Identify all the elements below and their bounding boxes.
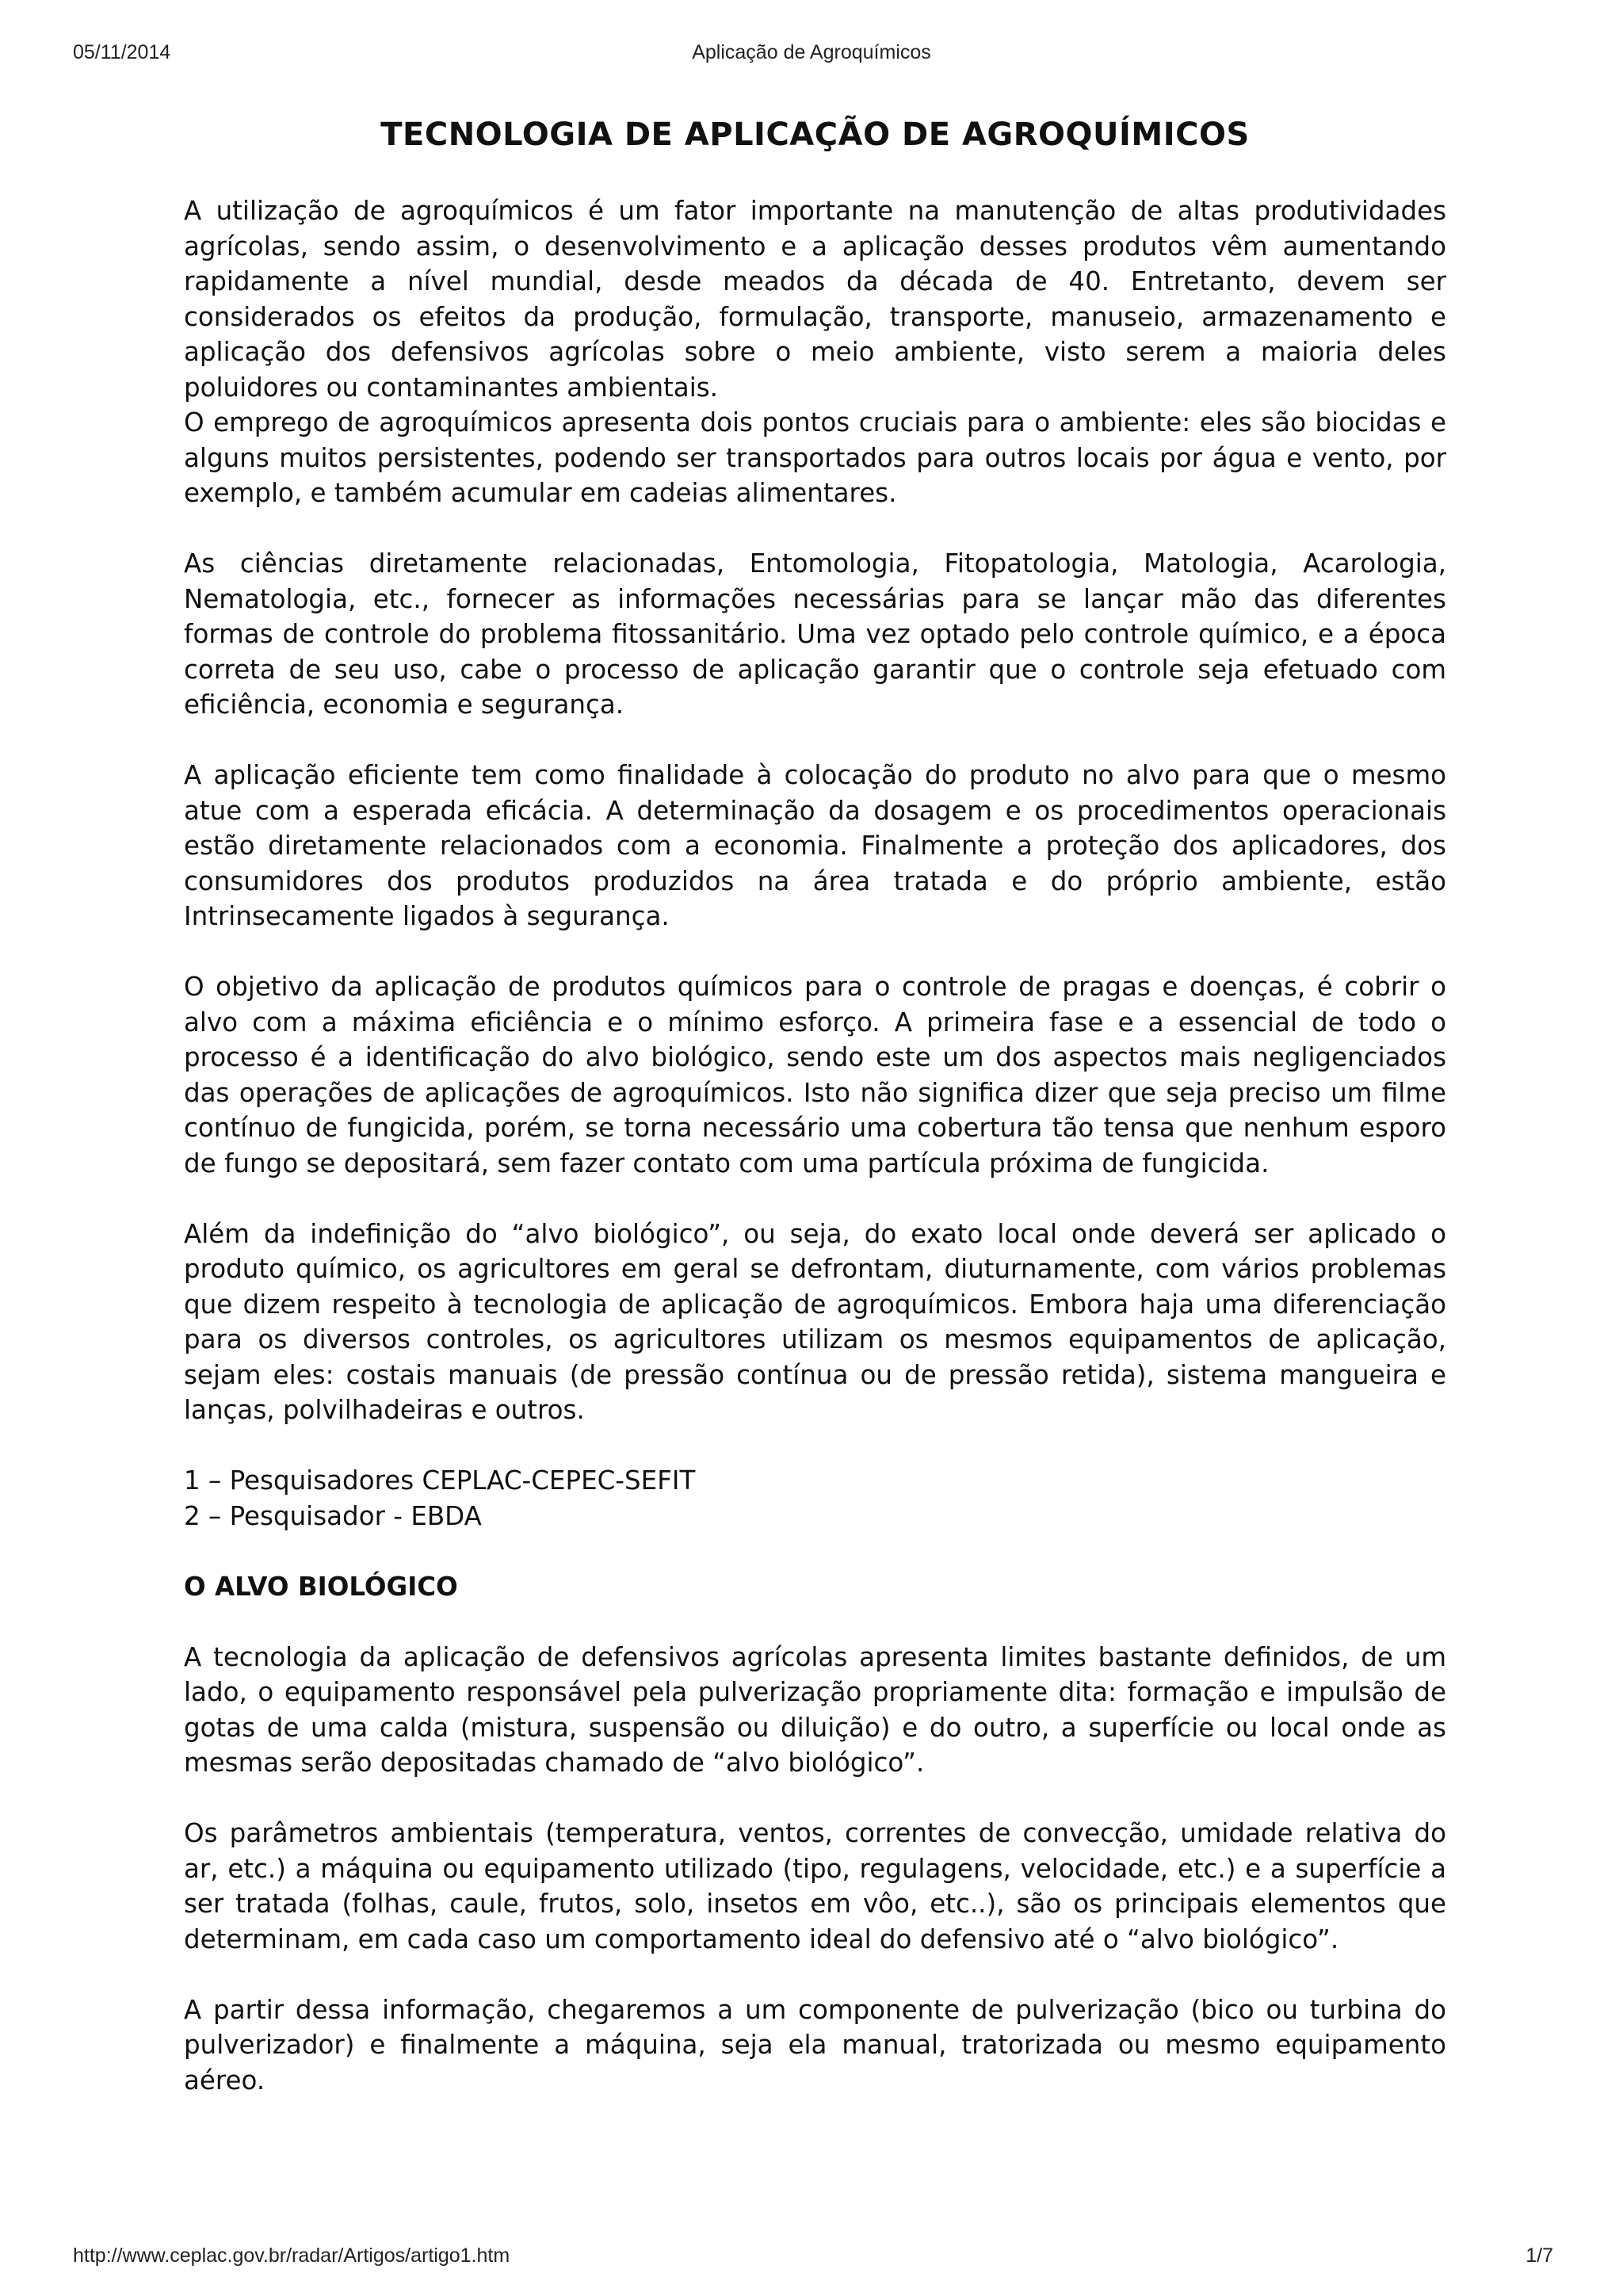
- section-paragraph-parameters: Os parâmetros ambientais (temperatura, ventos, correntes de convecção, umidade relativa do ar, etc.) a máquina ou equipamento utilizado (tipo, regulagens, velocidade, etc.) e a superfície a ser tratada (folhas, caule, frutos, solo, insetos em vôo, etc..), são os principais elementos que determinam, em cada caso um comportamento ideal do defensivo até o “alvo biológico”.: [184, 1818, 1446, 1954]
- paragraph-efficient-application: A aplicação eficiente tem como finalidade à colocação do produto no alvo para que o mesmo atue com a esperada eficácia. A determinação da dosagem e os procedimentos operacionais estão diretamente relacionados com a economia. Finalmente a proteção dos aplicadores, dos consumidores dos produtos produzidos na área tratada e do próprio ambiente, estão Intrinsecamente ligados à segurança.: [184, 760, 1446, 931]
- section-title: O ALVO BIOLÓGICO: [184, 1571, 458, 1602]
- section-paragraph-technology: A tecnologia da aplicação de defensivos agrícolas apresenta limites bastante definidos, de um lado, o equipamento responsável pela pulverização propriamente dita: formação e impulsão de gotas de uma calda (mistura, suspensão ou diluição) e do outro, a superfície ou local onde as mesmas serão depositadas chamado de “alvo biológico”.: [184, 1641, 1446, 1778]
- paragraph-biological-target: Além da indefinição do “alvo biológico”, ou seja, do exato local onde deverá ser aplicado o produto químico, os agricultores em geral se defrontam, diuturnamente, com vários problemas que dizem respeito à tecnologia de aplicação de agroquímicos. Embora haja uma diferenciação para os diversos controles, os agricultores utilizam os mesmos equipamentos de aplicação, sejam eles: costais manuais (de pressão contínua ou de pressão retida), sistema mangueira e lanças, polvilhadeiras e outros.: [184, 1218, 1446, 1425]
- page-number: 1/7: [1526, 2244, 1553, 2267]
- paragraph-intro: A utilização de agroquímicos é um fator importante na manutenção de altas produtividades agrícolas, sendo assim, o desenvolvimento e a aplicação desses produtos vêm aumentando rapidamente a nível mundial, desde meados da década de 40. Entretanto, devem ser considerados os efeitos da produção, formulação, transporte, manuseio, armazenamento e aplicação dos defensivos agrícolas sobre o meio ambiente, visto serem a maioria deles poluidores ou contaminantes ambientais.: [184, 196, 1446, 403]
- paragraph-sciences: As ciências diretamente relacionadas, Entomologia, Fitopatologia, Matologia, Acarologia, Nematologia, etc., fornecer as informações necessárias para se lançar mão das diferentes formas de controle do problema fitossanitário. Uma vez optado pelo controle químico, e a época correta de seu uso, cabe o processo de aplicação garantir que o controle seja efetuado com eficiência, economia e segurança.: [184, 548, 1446, 720]
- footnote-1: 1 – Pesquisadores CEPLAC-CEPEC-SEFIT: [184, 1465, 696, 1496]
- print-date: 05/11/2014: [73, 41, 171, 63]
- section-paragraph-component: A partir dessa informação, chegaremos a um componente de pulverização (bico ou turbina do pulverizador) e finalmente a máquina, seja ela manual, tratorizada ou mesmo equipamento aéreo.: [184, 1994, 1446, 2095]
- document-body: [184, 111, 1446, 2098]
- footnotes: [184, 1463, 1446, 1534]
- print-header: [0, 41, 1623, 68]
- document-title: TECNOLOGIA DE APLICAÇÃO DE AGROQUÍMICOS: [380, 117, 1250, 153]
- paragraph-crucial-points: O emprego de agroquímicos apresenta dois pontos cruciais para o ambiente: eles são biocidas e alguns muitos persistentes, podendo ser transportados para outros locais por água e vento, por exemplo, e também acumular em cadeias alimentares.: [184, 407, 1446, 508]
- page-url-link[interactable]: http://www.ceplac.gov.br/radar/Artigos/artigo1.htm: [73, 2244, 510, 2267]
- paragraph-objective: O objetivo da aplicação de produtos químicos para o controle de pragas e doenças, é cobrir o alvo com a máxima eficiência e o mínimo esforço. A primeira fase e a essencial de todo o processo é a identificação do alvo biológico, sendo este um dos aspectos mais negligenciados das operações de aplicações de agroquímicos. Isto não significa dizer que seja preciso um filme contínuo de fungicida, porém, se torna necessário uma cobertura tão tensa que nenhum esporo de fungo se depositará, sem fazer contato com uma partícula próxima de fungicida.: [184, 972, 1446, 1179]
- print-footer: [0, 2244, 1623, 2271]
- footnote-2: 2 – Pesquisador - EBDA: [184, 1500, 482, 1531]
- print-page-title: Aplicação de Agroquímicos: [692, 41, 931, 63]
